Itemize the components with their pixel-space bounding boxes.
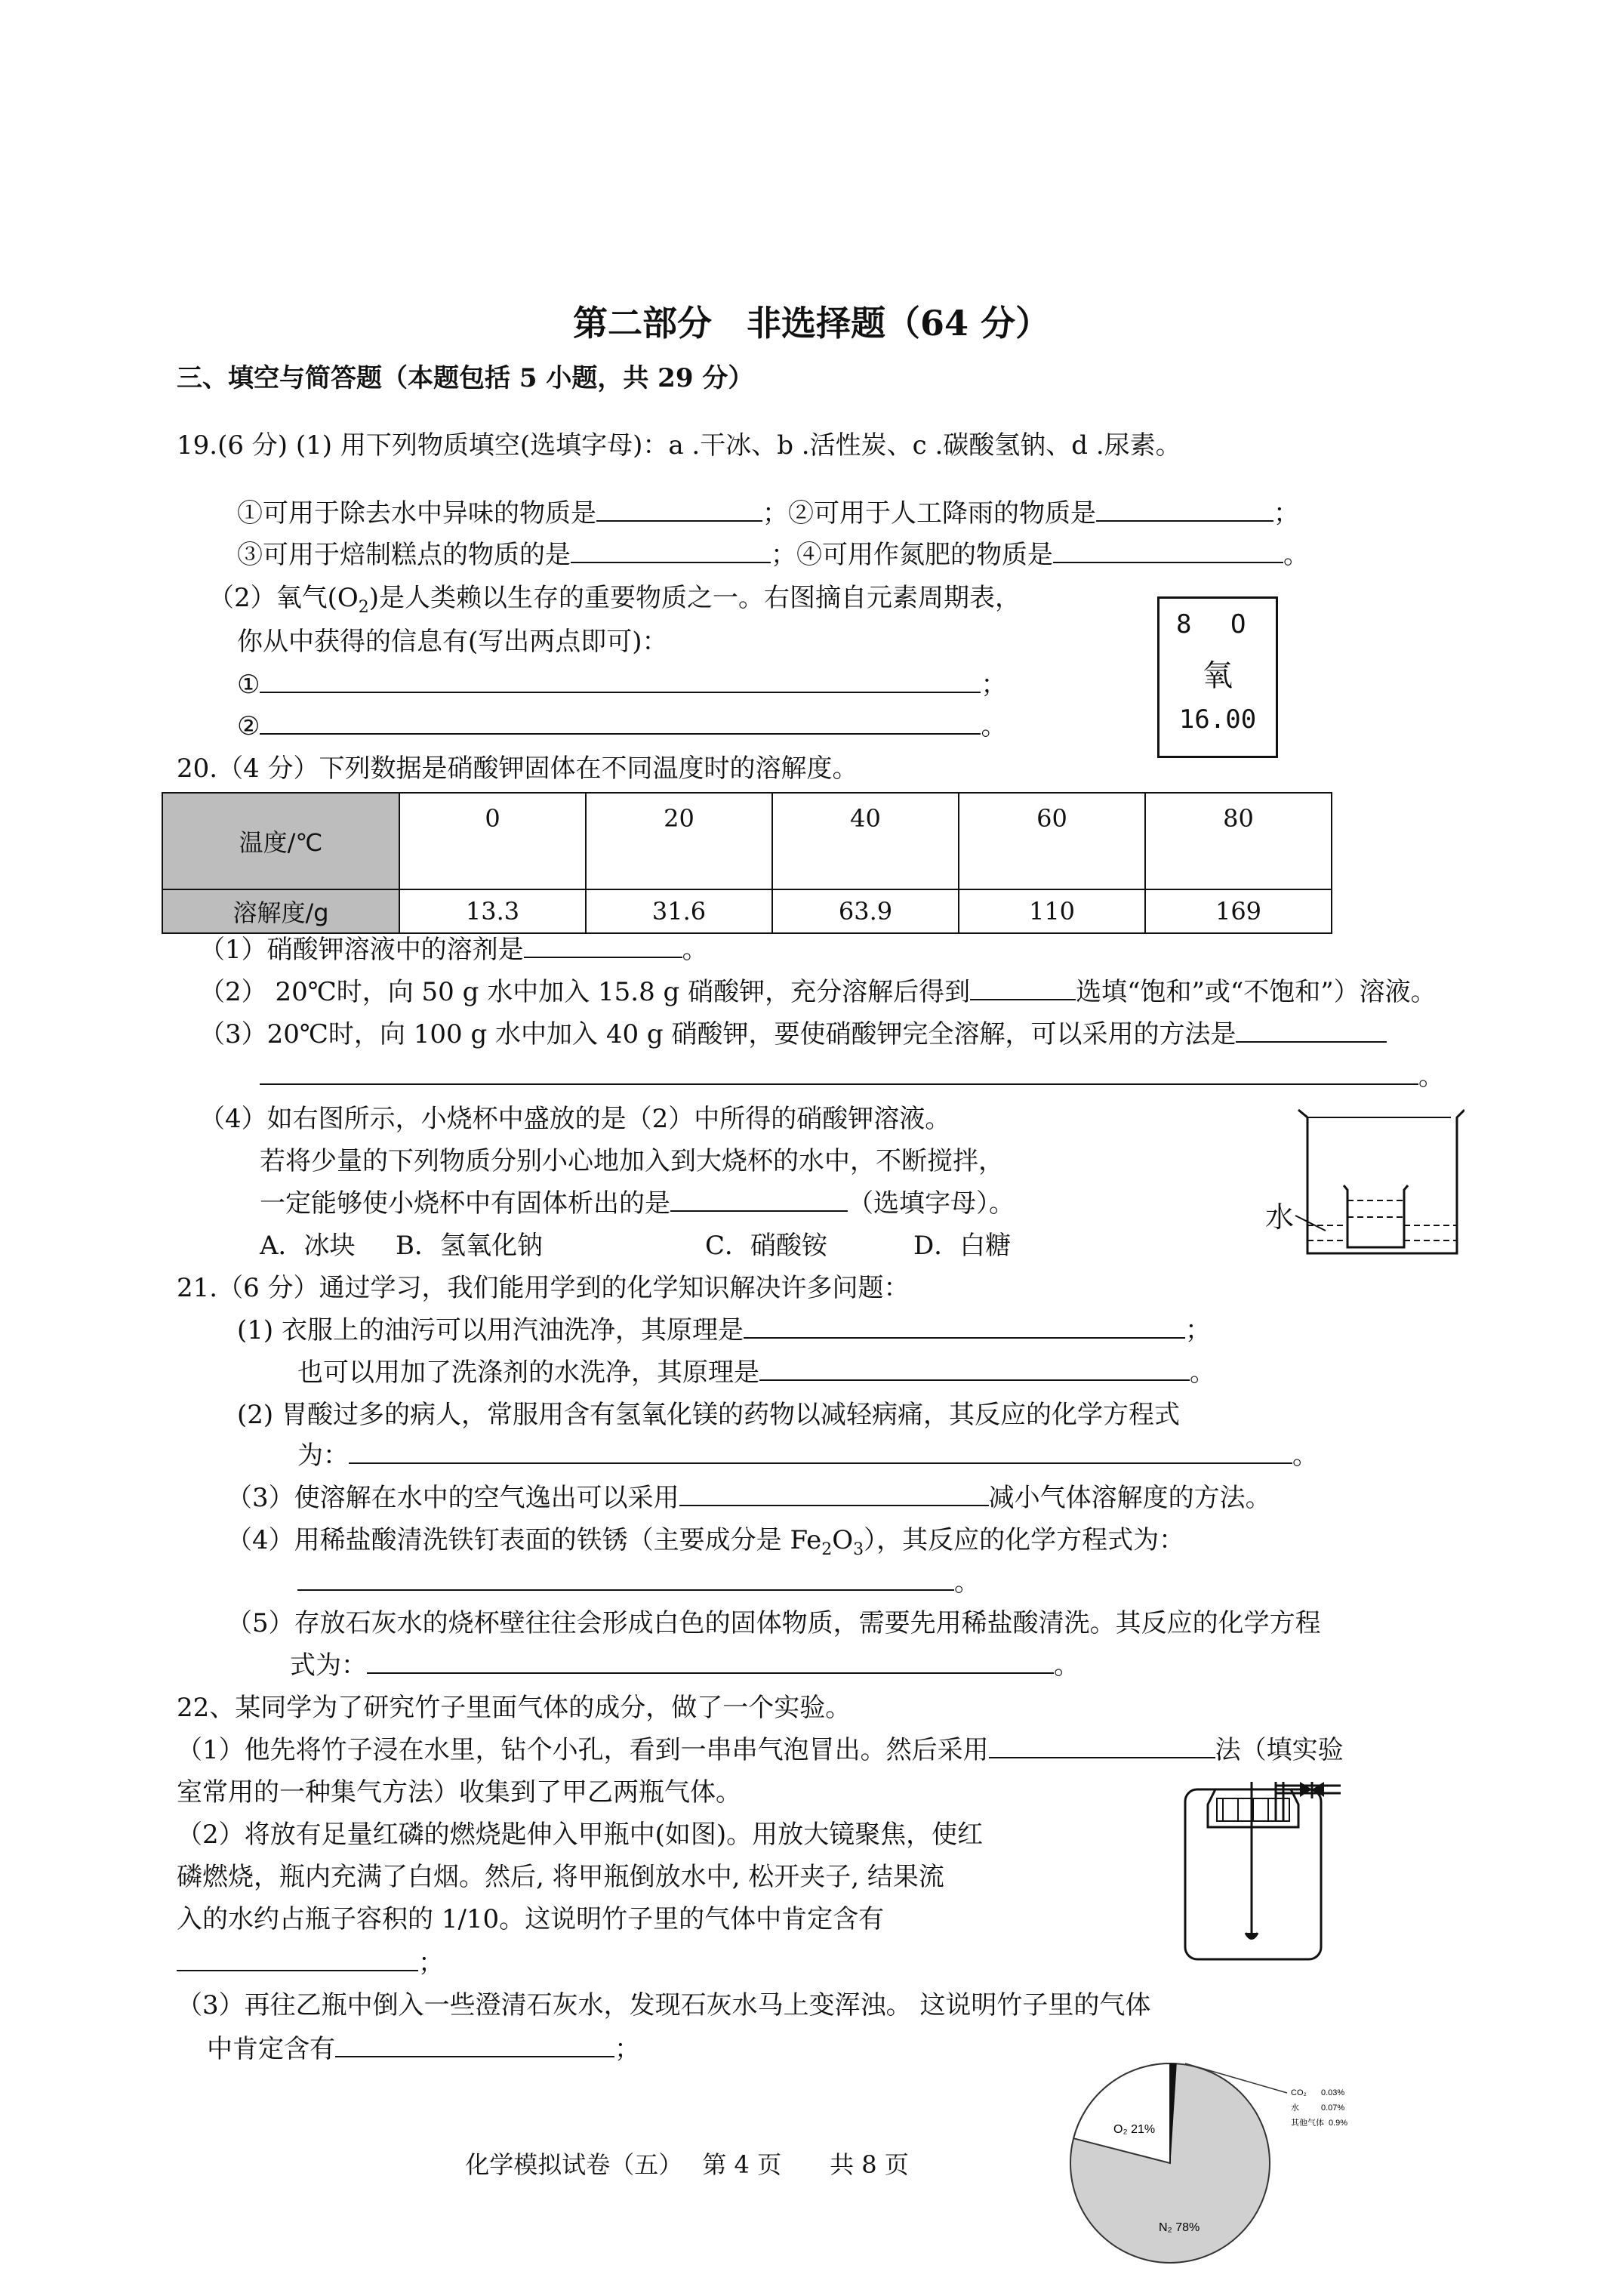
q22-a2: 室常用的一种集气方法）收集到了甲乙两瓶气体。 [177, 1777, 741, 1808]
q20-sub4-b: 若将少量的下列物质分别小心地加入到大烧杯的水中，不断搅拌， [260, 1146, 1004, 1176]
table-cell: 31.6 [586, 889, 772, 933]
bottle-apparatus-diagram [1163, 1782, 1344, 1978]
table-cell: 63.9 [772, 889, 959, 933]
table-cell: 169 [1145, 889, 1332, 933]
water-label: 水 [1265, 1200, 1295, 1234]
q21-b2: 为： 。 [297, 1441, 1318, 1471]
answer-blank[interactable] [1053, 539, 1283, 563]
q21-e1: （5）存放石灰水的烧杯壁往往会形成白色的固体物质，需要先用稀盐酸清洗。其反应的化学方程 [226, 1608, 1321, 1638]
q19-answer1: ① ； [237, 670, 1007, 700]
page-footer: 化学模拟试卷（五） 第 4 页 共 8 页 [465, 2150, 909, 2179]
q21-a1: (1) 衣服上的油污可以用汽油洗净，其原理是 ； [237, 1315, 1211, 1345]
pie-legend-value: 0.07% [1321, 2103, 1345, 2113]
atomic-number: 8 [1176, 609, 1192, 639]
q19-part2-prompt: 你从中获得的信息有(写出两点即可)： [237, 627, 668, 657]
q22-b3: 入的水约占瓶子容积的 1/10。这说明竹子里的气体中肯定含有 [177, 1904, 885, 1934]
answer-blank[interactable] [260, 669, 981, 693]
answer-blank[interactable] [679, 1482, 989, 1506]
pie-legend-name: CO₂ [1291, 2088, 1307, 2097]
element-symbol: O [1230, 609, 1246, 639]
table-cell: 110 [959, 889, 1145, 933]
q22-b1: （2）将放有足量红磷的燃烧匙伸入甲瓶中(如图)。用放大镜聚焦，使红 [177, 1820, 984, 1850]
section-title: 三、填空与简答题（本题包括 5 小题，共 29 分） [177, 363, 754, 393]
pie-legend-name: 其他气体 [1291, 2119, 1324, 2128]
answer-blank[interactable] [989, 1734, 1215, 1758]
q20-opt-d: D．白糖 [913, 1231, 1012, 1261]
q21-intro: 21.（6 分）通过学习，我们能用学到的化学知识解决许多问题： [177, 1273, 910, 1303]
table-cell: 20 [586, 793, 772, 889]
page-title: 第二部分 非选择题（64 分） [572, 303, 1051, 344]
solubility-table [162, 792, 1332, 934]
answer-blank[interactable] [744, 1314, 1185, 1339]
answer-blank[interactable] [596, 498, 762, 522]
q19-line1: ①可用于除去水中异味的物质是 ；②可用于人工降雨的物质是 ； [237, 498, 1299, 529]
q22-b2: 磷燃烧，瓶内充满了白烟。然后, 将甲瓶倒放水中, 松开夹子, 结果流 [177, 1862, 944, 1892]
q21-d2: 。 [297, 1566, 980, 1599]
answer-blank[interactable] [1096, 498, 1273, 522]
answer-blank[interactable] [759, 1357, 1190, 1381]
q21-e2: 式为： 。 [290, 1650, 1079, 1681]
pie-legend-value: 0.03% [1321, 2088, 1345, 2097]
answer-blank[interactable] [260, 1061, 1418, 1085]
q21-c: （3）使溶解在水中的空气逸出可以采用 减小气体溶解度的方法。 [226, 1483, 1271, 1513]
q20-opt-c: C．硝酸铵 [705, 1231, 828, 1261]
pie-label-n2: N₂ 78% [1159, 2221, 1200, 2234]
q19-part2: （2）氧气$(O_2)$是人类赖以生存的重要物质之一。右图摘自元素周期表， [208, 583, 1021, 617]
q21-b1: (2) 胃酸过多的病人，常服用含有氢氧化镁的药物以减轻病痛，其反应的化学方程式 [237, 1400, 1180, 1430]
q22-b4: ； [177, 1946, 444, 1980]
q22-c1: （3）再往乙瓶中倒入一些澄清石灰水，发现石灰水马上变浑浊。 这说明竹子里的气体 [177, 1990, 1151, 2020]
answer-blank[interactable] [177, 1947, 418, 1971]
answer-blank[interactable] [335, 2033, 614, 2057]
q21-a2: 也可以用加了洗涤剂的水洗净，其原理是 。 [297, 1358, 1215, 1388]
answer-blank[interactable] [670, 1188, 848, 1212]
q22-a1: （1）他先将竹子浸在水里，钻个小孔，看到一串串气泡冒出。然后采用 法（填实验 [177, 1735, 1344, 1765]
table-cell: 0 [399, 793, 586, 889]
atomic-mass: 16.00 [1178, 704, 1257, 735]
q20-opt-a: A．冰块 [260, 1231, 356, 1261]
q21-d1: （4）用稀盐酸清洗铁钉表面的铁锈（主要成分是 $Fe_2O_3$），其反应的化学方程式为： [226, 1525, 1185, 1559]
element-oxygen-box [1157, 596, 1278, 758]
q22-intro: 22、某同学为了研究竹子里面气体的成分，做了一个实验。 [177, 1693, 852, 1723]
q20-sub3: （3）20℃时，向 100 g 水中加入 40 g 硝酸钾，要使硝酸钾完全溶解，可以采用的方法是 [199, 1018, 1387, 1051]
q19-answer2: ② 。 [237, 711, 1007, 741]
q19-line2: ③可用于焙制糕点的物质的是 ；④可用作氮肥的物质是 。 [237, 540, 1309, 570]
q20-sub2: （2） 20℃时，向 50 g 水中加入 15.8 g 硝酸钾，充分溶解后得到 选填“饱和”或“不饱和”）溶液。 [199, 977, 1437, 1007]
answer-blank[interactable] [970, 976, 1076, 1000]
table-cell: 80 [1145, 793, 1332, 889]
table-cell: 60 [959, 793, 1145, 889]
answer-blank[interactable] [367, 1650, 1054, 1674]
q19-intro: 19.(6 分) (1) 用下列物质填空(选填字母)：a .干冰、b .活性炭、c .碳酸氢钠、d .尿素。 [177, 430, 1181, 461]
answer-blank[interactable] [297, 1567, 954, 1591]
answer-blank[interactable] [524, 934, 682, 958]
pie-label-o2: O₂ 21% [1113, 2123, 1156, 2136]
answer-blank[interactable] [571, 539, 771, 563]
table-cell: 13.3 [399, 889, 586, 933]
table-header: 温度/℃ [162, 793, 399, 889]
q22-c2: 中肯定含有 ； [207, 2034, 640, 2064]
element-name: 氧 [1203, 658, 1233, 693]
q20-sub4: （4）如右图所示，小烧杯中盛放的是（2）中所得的硝酸钾溶液。 [199, 1104, 951, 1134]
q20-sub1: （1）硝酸钾溶液中的溶剂是 。 [199, 935, 708, 965]
q20-intro: 20.（4 分）下列数据是硝酸钾固体在不同温度时的溶解度。 [177, 754, 858, 784]
pie-legend-name: 水 [1291, 2103, 1299, 2113]
q20-sub3-cont: 。 [260, 1060, 1444, 1093]
answer-blank[interactable] [260, 710, 981, 735]
table-cell: 40 [772, 793, 959, 889]
table-header: 溶解度/g [162, 889, 399, 933]
beaker-diagram [1253, 1087, 1464, 1268]
pie-legend-value: 0.9% [1329, 2119, 1348, 2128]
answer-blank[interactable] [349, 1440, 1292, 1464]
q20-sub4-c: 一定能够使小烧杯中有固体析出的是 （选填字母）。 [260, 1188, 1015, 1219]
q20-opt-b: B．氢氧化钠 [396, 1231, 543, 1261]
answer-blank[interactable] [1236, 1019, 1387, 1043]
